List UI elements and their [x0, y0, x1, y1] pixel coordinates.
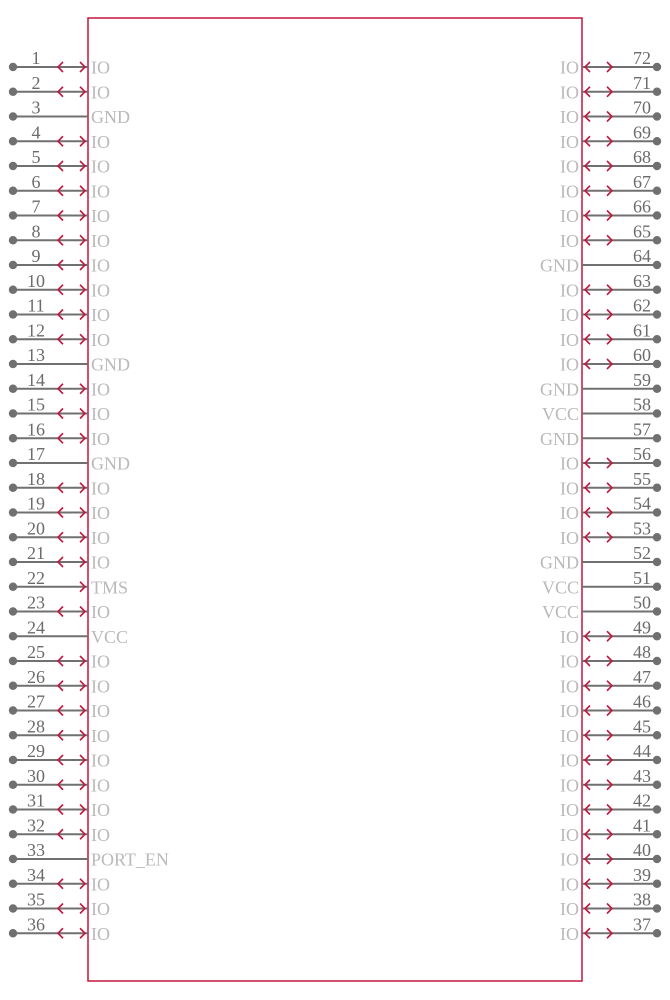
pin-endpoint-dot	[653, 137, 661, 145]
pin-endpoint-dot	[9, 756, 17, 764]
pin-name: IO	[560, 57, 579, 78]
pin-number: 18	[27, 468, 45, 489]
pin-endpoint-dot	[9, 112, 17, 120]
pin-name: IO	[91, 57, 110, 78]
pin-name: IO	[91, 404, 110, 424]
pin-endpoint-dot	[653, 310, 661, 318]
pin-number: 60	[633, 345, 651, 365]
pin-number: 7	[31, 196, 41, 217]
pin-number: 54	[633, 493, 651, 514]
pin-name: IO	[91, 874, 110, 895]
pin-name: IO	[560, 453, 579, 474]
pin-number: 16	[27, 419, 45, 440]
pin-number: 56	[633, 444, 651, 464]
pin-name: GND	[540, 552, 579, 573]
pin-name: IO	[560, 775, 579, 796]
pin-name: IO	[91, 923, 110, 944]
pin-number: 9	[31, 246, 41, 266]
pin-endpoint-dot	[653, 632, 661, 640]
pin-name: IO	[91, 305, 110, 325]
pin-number: 40	[633, 840, 651, 860]
pin-endpoint-dot	[9, 484, 17, 492]
pin-endpoint-dot	[653, 731, 661, 739]
pin-endpoint-dot	[9, 211, 17, 219]
pin-number: 28	[27, 716, 45, 737]
pin-number: 4	[31, 122, 41, 143]
pin-endpoint-dot	[9, 459, 17, 467]
pin-endpoint-dot	[9, 63, 17, 71]
pin-number: 69	[633, 122, 651, 143]
pin-name: IO	[560, 849, 579, 870]
pin-number: 25	[27, 642, 45, 662]
pin-name: PORT_EN	[91, 849, 169, 870]
pin-endpoint-dot	[653, 706, 661, 714]
pin-name: IO	[560, 701, 579, 721]
pin-number: 52	[633, 543, 651, 563]
pin-name: IO	[91, 329, 110, 350]
pin-endpoint-dot	[9, 880, 17, 888]
pin-number: 37	[633, 914, 651, 935]
pin-name: IO	[560, 354, 579, 375]
pin-name: IO	[560, 82, 579, 103]
pin-number: 53	[633, 518, 651, 539]
pin-endpoint-dot	[653, 211, 661, 219]
pin-name: IO	[560, 107, 579, 127]
pin-number: 35	[27, 889, 45, 910]
pin-endpoint-dot	[653, 360, 661, 368]
pin-number: 12	[27, 320, 45, 341]
pin-number: 42	[633, 790, 651, 811]
pin-number: 63	[633, 270, 651, 291]
pin-name: IO	[91, 82, 110, 103]
pin-name: IO	[91, 527, 110, 548]
pin-endpoint-dot	[653, 929, 661, 937]
pin-number: 70	[633, 97, 651, 118]
pin-name: IO	[560, 899, 579, 919]
pin-name: VCC	[541, 602, 579, 622]
pin-number: 67	[633, 171, 651, 192]
pin-name: IO	[91, 725, 110, 746]
pin-name: IO	[91, 181, 110, 202]
pin-endpoint-dot	[653, 63, 661, 71]
pin-endpoint-dot	[9, 781, 17, 789]
pin-name: IO	[91, 602, 110, 622]
pin-endpoint-dot	[653, 385, 661, 393]
pin-number: 27	[27, 691, 45, 712]
pin-number: 59	[633, 369, 651, 390]
pin-name: IO	[91, 775, 110, 796]
pin-endpoint-dot	[653, 187, 661, 195]
pin-name: GND	[91, 354, 130, 375]
pin-endpoint-dot	[653, 855, 661, 863]
pin-name: IO	[91, 478, 110, 499]
pin-endpoint-dot	[653, 756, 661, 764]
pin-endpoint-dot	[653, 830, 661, 838]
pin-name: IO	[91, 676, 110, 697]
pin-name: IO	[560, 923, 579, 944]
pin-name: IO	[91, 156, 110, 177]
pin-number: 8	[31, 221, 41, 242]
pin-name: IO	[91, 280, 110, 301]
pin-endpoint-dot	[653, 533, 661, 541]
pin-endpoint-dot	[9, 187, 17, 195]
pin-endpoint-dot	[9, 558, 17, 566]
pin-number: 61	[633, 320, 651, 341]
pin-endpoint-dot	[653, 286, 661, 294]
pin-name: IO	[91, 131, 110, 152]
pin-name: IO	[560, 651, 579, 672]
pin-endpoint-dot	[653, 112, 661, 120]
pin-name: VCC	[541, 577, 579, 598]
pin-endpoint-dot	[9, 583, 17, 591]
pin-name: IO	[91, 206, 110, 226]
pin-name: GND	[91, 453, 130, 474]
pin-endpoint-dot	[653, 805, 661, 813]
pin-name: IO	[560, 725, 579, 746]
pin-endpoint-dot	[9, 830, 17, 838]
pin-name: IO	[91, 428, 110, 449]
pin-name: IO	[91, 503, 110, 523]
pin-name: IO	[560, 750, 579, 771]
pin-number: 48	[633, 642, 651, 662]
pin-name: IO	[91, 379, 110, 400]
pin-number: 66	[633, 196, 651, 217]
pin-name: IO	[560, 800, 579, 820]
pin-endpoint-dot	[9, 855, 17, 863]
pin-endpoint-dot	[653, 162, 661, 170]
pin-name: IO	[560, 874, 579, 895]
pin-number: 5	[31, 147, 41, 167]
pin-number: 68	[633, 147, 651, 167]
pin-number: 32	[27, 815, 45, 836]
pin-number: 21	[27, 543, 45, 563]
pin-number: 19	[27, 493, 45, 514]
pin-number: 33	[27, 840, 45, 860]
pin-number: 46	[633, 691, 651, 712]
pin-name: IO	[91, 230, 110, 251]
pin-number: 3	[31, 97, 41, 118]
pin-name: IO	[91, 255, 110, 276]
pin-name: VCC	[91, 626, 129, 647]
pin-endpoint-dot	[653, 335, 661, 343]
pin-endpoint-dot	[653, 583, 661, 591]
pin-number: 39	[633, 864, 651, 885]
pin-number: 51	[633, 567, 651, 588]
pin-name: IO	[560, 131, 579, 152]
pin-number: 64	[633, 246, 651, 266]
pin-name: IO	[560, 478, 579, 499]
pin-number: 14	[27, 369, 45, 390]
pin-endpoint-dot	[9, 533, 17, 541]
pin-name: GND	[540, 255, 579, 276]
pin-number: 72	[633, 48, 651, 68]
pin-endpoint-dot	[9, 335, 17, 343]
pin-name: IO	[560, 305, 579, 325]
pin-endpoint-dot	[9, 607, 17, 615]
pin-endpoint-dot	[653, 607, 661, 615]
pin-number: 17	[27, 444, 45, 464]
pin-name: IO	[560, 156, 579, 177]
pin-number: 6	[31, 171, 41, 192]
pin-number: 55	[633, 468, 651, 489]
pin-number: 50	[633, 592, 651, 613]
pin-number: 15	[27, 394, 45, 415]
pin-name: VCC	[541, 404, 579, 424]
pin-number: 23	[27, 592, 45, 613]
pin-number: 29	[27, 741, 45, 761]
pin-name: IO	[91, 701, 110, 721]
pin-name: IO	[560, 329, 579, 350]
pin-number: 30	[27, 765, 45, 786]
pin-number: 1	[31, 48, 41, 68]
pin-endpoint-dot	[9, 162, 17, 170]
pin-number: 36	[27, 914, 45, 935]
pin-endpoint-dot	[9, 657, 17, 665]
pin-number: 45	[633, 716, 651, 737]
pin-number: 44	[633, 741, 651, 761]
pin-endpoint-dot	[653, 880, 661, 888]
pin-endpoint-dot	[9, 88, 17, 96]
pin-endpoint-dot	[653, 508, 661, 516]
pin-name: IO	[91, 824, 110, 845]
pin-endpoint-dot	[9, 706, 17, 714]
pin-name: IO	[560, 527, 579, 548]
pin-name: TMS	[91, 577, 129, 598]
pin-name: IO	[91, 651, 110, 672]
pin-number: 26	[27, 666, 45, 687]
pin-number: 22	[27, 567, 45, 588]
pin-endpoint-dot	[9, 409, 17, 417]
pin-number: 24	[27, 617, 45, 638]
pin-endpoint-dot	[9, 682, 17, 690]
pin-name: IO	[91, 899, 110, 919]
pin-name: IO	[560, 230, 579, 251]
pin-name: IO	[560, 824, 579, 845]
pin-endpoint-dot	[653, 558, 661, 566]
pin-endpoint-dot	[9, 731, 17, 739]
pin-name: IO	[560, 181, 579, 202]
pin-number: 11	[27, 295, 45, 316]
pin-name: IO	[91, 800, 110, 820]
pin-endpoint-dot	[9, 929, 17, 937]
pin-endpoint-dot	[9, 261, 17, 269]
pin-endpoint-dot	[9, 137, 17, 145]
pin-endpoint-dot	[653, 484, 661, 492]
pin-name: GND	[91, 107, 130, 127]
pin-endpoint-dot	[9, 286, 17, 294]
pin-number: 58	[633, 394, 651, 415]
pin-number: 2	[31, 72, 41, 93]
pin-name: IO	[560, 503, 579, 523]
pin-endpoint-dot	[9, 310, 17, 318]
pin-endpoint-dot	[9, 805, 17, 813]
pin-number: 20	[27, 518, 45, 539]
pin-number: 47	[633, 666, 651, 687]
pin-endpoint-dot	[9, 632, 17, 640]
pin-name: IO	[560, 206, 579, 226]
pin-endpoint-dot	[9, 904, 17, 912]
pin-endpoint-dot	[653, 261, 661, 269]
pin-number: 65	[633, 221, 651, 242]
pin-number: 62	[633, 295, 651, 316]
pin-endpoint-dot	[653, 657, 661, 665]
pin-endpoint-dot	[9, 360, 17, 368]
pin-name: IO	[560, 676, 579, 697]
pin-endpoint-dot	[653, 682, 661, 690]
pin-name: IO	[560, 280, 579, 301]
pin-endpoint-dot	[9, 434, 17, 442]
pin-number: 13	[27, 345, 45, 365]
pin-endpoint-dot	[653, 781, 661, 789]
pin-number: 71	[633, 72, 651, 93]
pin-endpoint-dot	[653, 236, 661, 244]
pin-endpoint-dot	[653, 904, 661, 912]
pin-endpoint-dot	[653, 409, 661, 417]
pin-number: 10	[27, 270, 45, 291]
pin-endpoint-dot	[9, 508, 17, 516]
pin-name: GND	[540, 428, 579, 449]
pin-endpoint-dot	[9, 385, 17, 393]
pin-name: IO	[91, 750, 110, 771]
pin-number: 43	[633, 765, 651, 786]
pin-number: 57	[633, 419, 651, 440]
component-body	[88, 18, 582, 981]
pin-endpoint-dot	[653, 434, 661, 442]
pin-number: 31	[27, 790, 45, 811]
pin-endpoint-dot	[9, 236, 17, 244]
pin-name: GND	[540, 379, 579, 400]
pin-number: 49	[633, 617, 651, 638]
pin-name: IO	[91, 552, 110, 573]
pin-number: 34	[27, 864, 45, 885]
pin-number: 38	[633, 889, 651, 910]
pin-endpoint-dot	[653, 459, 661, 467]
pin-endpoint-dot	[653, 88, 661, 96]
pin-name: IO	[560, 626, 579, 647]
pin-number: 41	[633, 815, 651, 836]
